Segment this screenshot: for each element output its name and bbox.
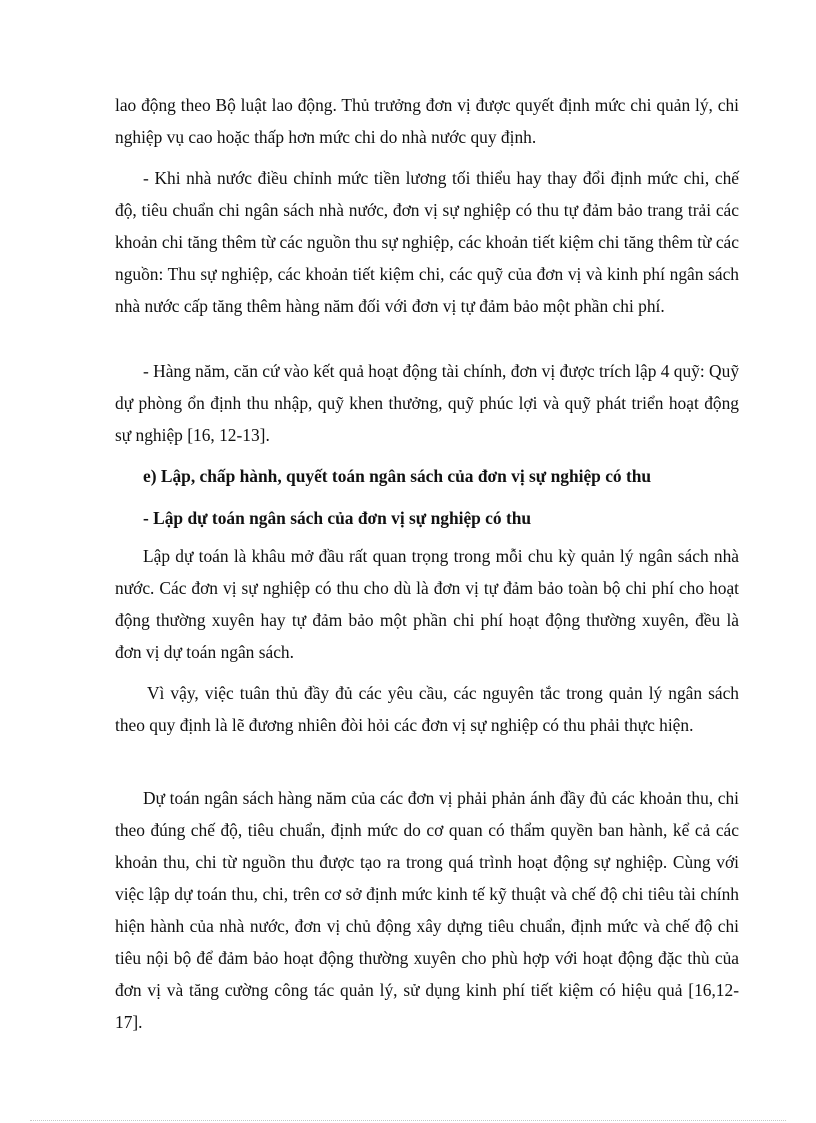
paragraph-minimum-wage-adjustment: - Khi nhà nước điều chỉnh mức tiền lương tối thiểu hay thay đổi định mức chi, chế độ, tiêu chuẩn chi ngân sách nhà nước, đơn vị sự nghiệp có thu tự đảm bảo trang trải các khoản chi tăng thêm từ các nguồn thu sự nghiệp, các khoản tiết kiệm chi tăng thêm từ các nguồn: Thu sự nghiệp, các khoản tiết kiệm chi, các quỹ của đơn vị và kinh phí ngân sách nhà nước cấp tăng thêm hàng năm đối với đơn vị tự đảm bảo một phần chi phí. (115, 168, 739, 316)
paragraph-annual-budget: Dự toán ngân sách hàng năm của các đơn vị phải phản ánh đầy đủ các khoản thu, chi theo đúng chế độ, tiêu chuẩn, định mức do cơ quan có thẩm quyền ban hành, kể cả các khoản thu, chi từ nguồn thu được tạo ra trong quá trình hoạt động sự nghiệp. Cùng với việc lập dự toán thu, chi, trên cơ sở định mức kinh tế kỹ thuật và chế độ chi tiêu tài chính hiện hành của nhà nước, đơn vị chủ động xây dựng tiêu chuẩn, định mức và chế độ chi tiêu nội bộ để đảm bảo hoạt động thường xuyên cho phù hợp với hoạt động đặc thù của đơn vị và tăng cường công tác quản lý, sử dụng kinh phí tiết kiệm có hiệu quả [16,12-17]. (115, 788, 739, 1032)
footer-divider (30, 1120, 786, 1121)
paragraph-compliance: Vì vậy, việc tuân thủ đầy đủ các yêu cầu, các nguyên tắc trong quản lý ngân sách theo quy định là lẽ đương nhiên đòi hỏi các đơn vị sự nghiệp có thu phải thực hiện. (115, 683, 739, 735)
paragraph-budget-estimate-intro: Lập dự toán là khâu mở đầu rất quan trọng trong mỗi chu kỳ quản lý ngân sách nhà nước. Các đơn vị sự nghiệp có thu cho dù là đơn vị tự đảm bảo toàn bộ chi phí cho hoạt động thường xuyên hay tự đảm bảo một phần chi phí hoạt động thường xuyên, đều là đơn vị dự toán ngân sách. (115, 546, 739, 662)
paragraph-salary-decision: lao động theo Bộ luật lao động. Thủ trưởng đơn vị được quyết định mức chi quản lý, chi nghiệp vụ cao hoặc thấp hơn mức chi do nhà nước quy định. (115, 95, 739, 147)
subheading-budget-estimate: - Lập dự toán ngân sách của đơn vị sự nghiệp có thu (143, 508, 532, 528)
section-heading-budget: e) Lập, chấp hành, quyết toán ngân sách của đơn vị sự nghiệp có thu (143, 466, 652, 486)
paragraph-fund-allocation: - Hàng năm, căn cứ vào kết quả hoạt động tài chính, đơn vị được trích lập 4 quỹ: Quỹ dự phòng ổn định thu nhập, quỹ khen thưởng, quỹ phúc lợi và quỹ phát triển hoạt động sự nghiệp [16, 12-13]. (115, 361, 740, 445)
